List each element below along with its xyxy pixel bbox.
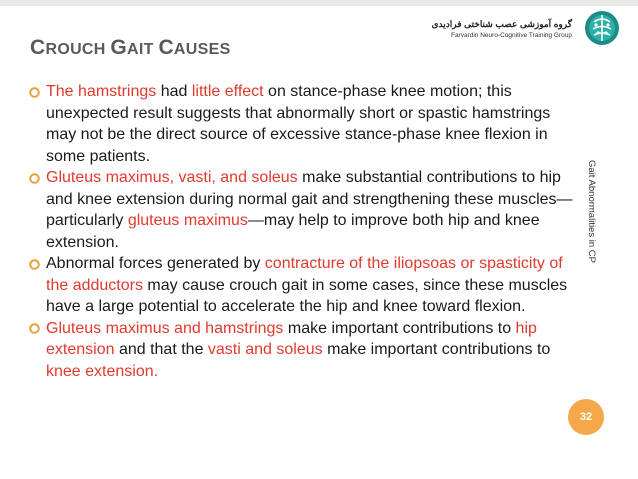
title-part: C	[158, 36, 174, 59]
brain-logo-icon	[582, 8, 622, 48]
title-part: AUSES	[173, 41, 231, 58]
page-number-badge	[568, 399, 604, 435]
logo-text	[431, 18, 572, 42]
bullet-item	[30, 167, 578, 253]
body-text: —may help to improve both hip and knee extension.	[46, 212, 540, 251]
title-part: ROUCH	[45, 41, 111, 58]
highlighted-text: vasti and soleus	[207, 341, 323, 358]
body-text: and that the	[114, 341, 208, 358]
side-label-text: Gait Abnormalities in CP	[586, 160, 597, 263]
highlighted-text: contracture of the iliopsoas or spasticity of the adductors	[46, 255, 563, 294]
bullet-ring-icon	[28, 172, 40, 184]
bullet-ring-icon	[28, 258, 40, 270]
page-number: 32	[579, 411, 593, 423]
bullet-ring-icon	[28, 323, 40, 335]
slide-title	[30, 36, 231, 60]
logo-text-en: Farvardin Neuro-Cognitive Training Group	[450, 32, 572, 39]
logo	[431, 8, 622, 48]
title-part: C	[30, 36, 46, 59]
side-label	[586, 160, 600, 290]
highlighted-text: knee extension.	[46, 362, 159, 380]
body-text: had	[156, 83, 192, 100]
title-part: G	[110, 36, 128, 59]
body-text: make substantial contributions to hip and knee extension during normal gait and strengthening these muscles— particularly	[46, 169, 573, 229]
body-text: Abnormal forces generated by	[46, 255, 265, 272]
body-text: on stance-phase knee motion; this unexpected result suggests that abnormally short or spastic hamstrings may not be the direct source of excessive stance-phase knee flexion in some patients.	[46, 83, 551, 165]
bullet-item	[30, 318, 578, 383]
bullet-item	[30, 81, 578, 167]
highlighted-text: hip extension	[46, 319, 537, 358]
body-text: make important contributions to	[322, 341, 551, 358]
highlighted-text: little effect	[191, 83, 264, 100]
title-part: AIT	[127, 41, 159, 58]
highlighted-text: Gluteus maximus and hamstrings	[46, 319, 284, 337]
bullet-item	[30, 253, 578, 318]
top-bar	[0, 0, 638, 6]
highlighted-text: gluteus maximus	[127, 212, 248, 229]
body-text: make important contributions to	[283, 319, 516, 337]
highlighted-text: The hamstrings	[46, 83, 157, 100]
logo-text-fa: گروه آموزشی عصب شناختی فرادیدی	[431, 19, 572, 29]
highlighted-text: Gluteus maximus, vasti, and soleus	[46, 169, 298, 186]
bullet-list	[30, 81, 578, 382]
body-text: may cause crouch gait in some cases, since these muscles have a large potential to accelerate the hip and knee toward flexion.	[46, 276, 568, 315]
bullet-ring-icon	[28, 86, 40, 98]
